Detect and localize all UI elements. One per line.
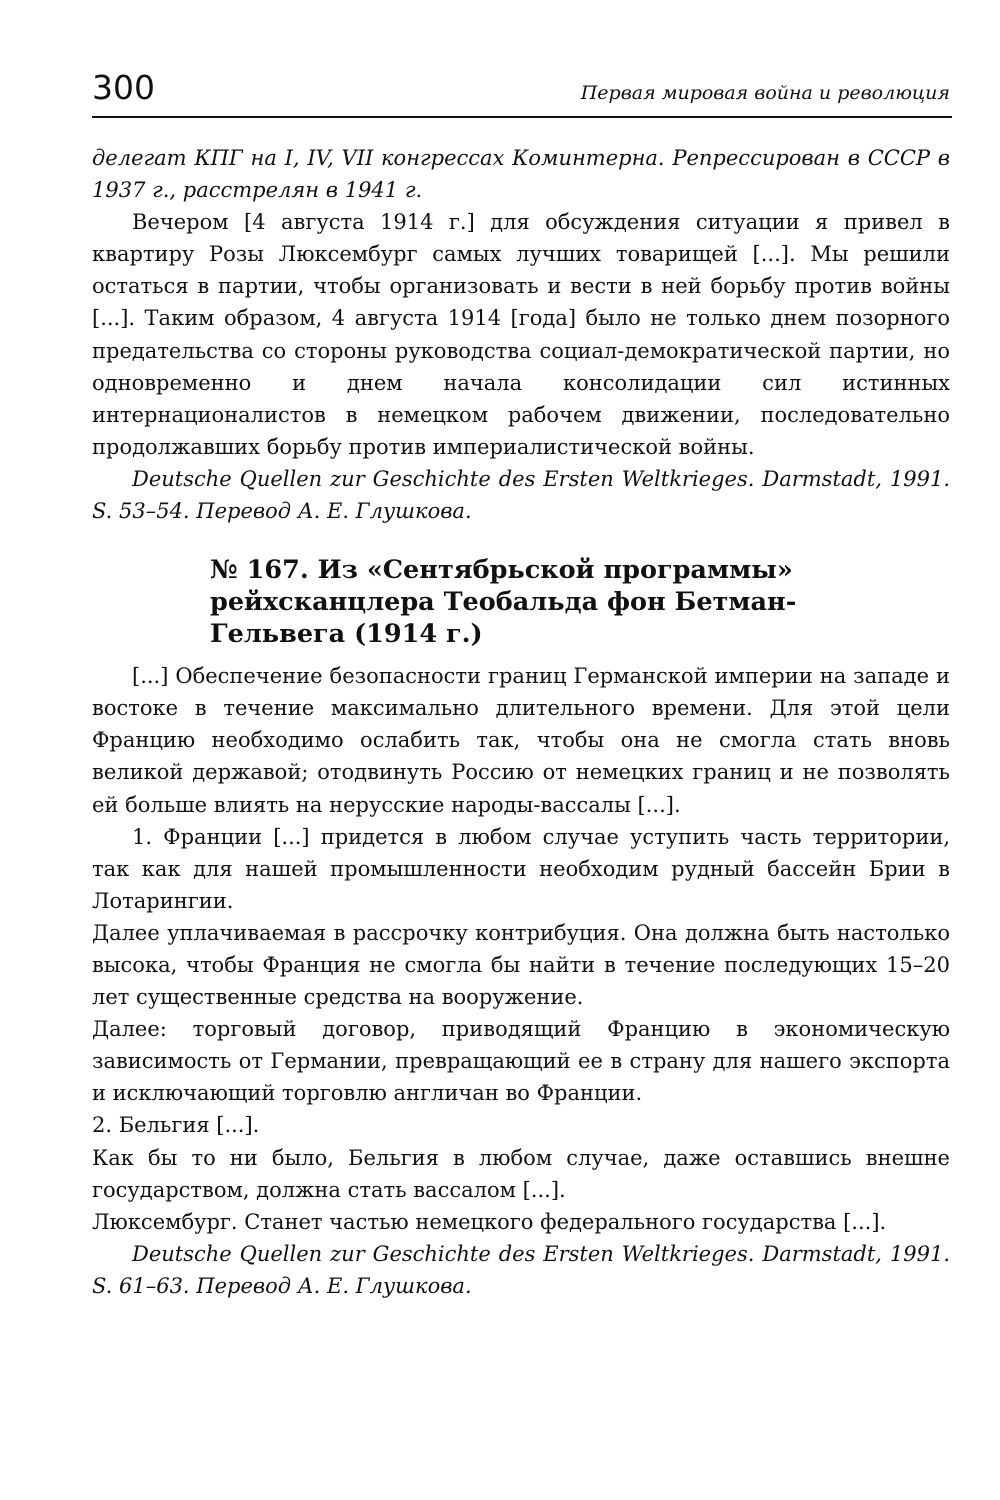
source-citation: Deutsche Quellen zur Geschichte des Ersten Weltkrieges. Darmstadt, 1991. S. 53–54. Перевод А. Е. Глушкова. xyxy=(92,466,950,524)
document-paragraph: Далее уплачиваемая в рассрочку контрибуция. Она должна быть настолько высока, чтобы Франция не смогла бы найти в течение последующих 15–20 лет существенные средства на вооружение. xyxy=(92,920,950,1010)
document-paragraph: Как бы то ни было, Бельгия в любом случае, даже оставшись внешне государством, должна стать вассалом [...]. xyxy=(92,1145,950,1202)
document-paragraph: 1. Франции [...] придется в любом случае уступить часть территории, так как для нашей промышленности необходим рудный бассейн Брии в Лотарингии. xyxy=(92,824,950,913)
biography-note-end: делегат КПГ на I, IV, VII конгрессах Коминтерна. Репрессирован в СССР в 1937 г., расстрелян в 1941 г. xyxy=(92,146,950,203)
document-heading: № 167. Из «Сентябрьской программы» рейхсканцлера Теобальда фон Бетман-Гельвега (1914 г.) xyxy=(210,555,797,650)
source-citation: Deutsche Quellen zur Geschichte des Ersten Weltkrieges. Darmstadt, 1991. S. 61–63. Перевод А. Е. Глушкова. xyxy=(92,1241,950,1298)
page-number: 300 xyxy=(92,68,155,107)
document-paragraph: 2. Бельгия [...]. xyxy=(92,1113,260,1138)
page-body xyxy=(92,142,950,1302)
memoir-paragraph: Вечером [4 августа 1914 г.] для обсуждения ситуации я привел в квартиру Розы Люксембург самых лучших товарищей [...]. Мы решили остаться в партии, чтобы организовать и вести в ней борьбу против войны [...]. Таким образом, 4 августа 1914 [года] было не только днем позорного предательства со стороны руководства социал-демократической партии, но одновременно и днем начала консолидации сил истинных интернационалистов в немецком рабочем движении, последовательно продолжавших борьбу против империалистической войны. xyxy=(92,210,950,459)
page-header xyxy=(92,66,952,118)
running-title: Первая мировая война и революция xyxy=(580,82,950,104)
document-paragraph: Далее: торговый договор, приводящий Францию в экономическую зависимость от Германии, превращающий ее в страну для нашего экспорта и исключающий торговлю англичан во Франции. xyxy=(92,1017,950,1106)
document-paragraph: Люксембург. Станет частью немецкого федерального государства [...]. xyxy=(92,1209,887,1234)
document-paragraph: [...] Обеспечение безопасности границ Германской империи на западе и востоке в течение максимально длительного времени. Для этой цели Францию необходимо ослабить так, чтобы она не смогла стать вновь великой державой; отодвинуть Россию от немецких границ и не позволять ей больше влиять на нерусские народы-вассалы [...]. xyxy=(92,664,950,817)
